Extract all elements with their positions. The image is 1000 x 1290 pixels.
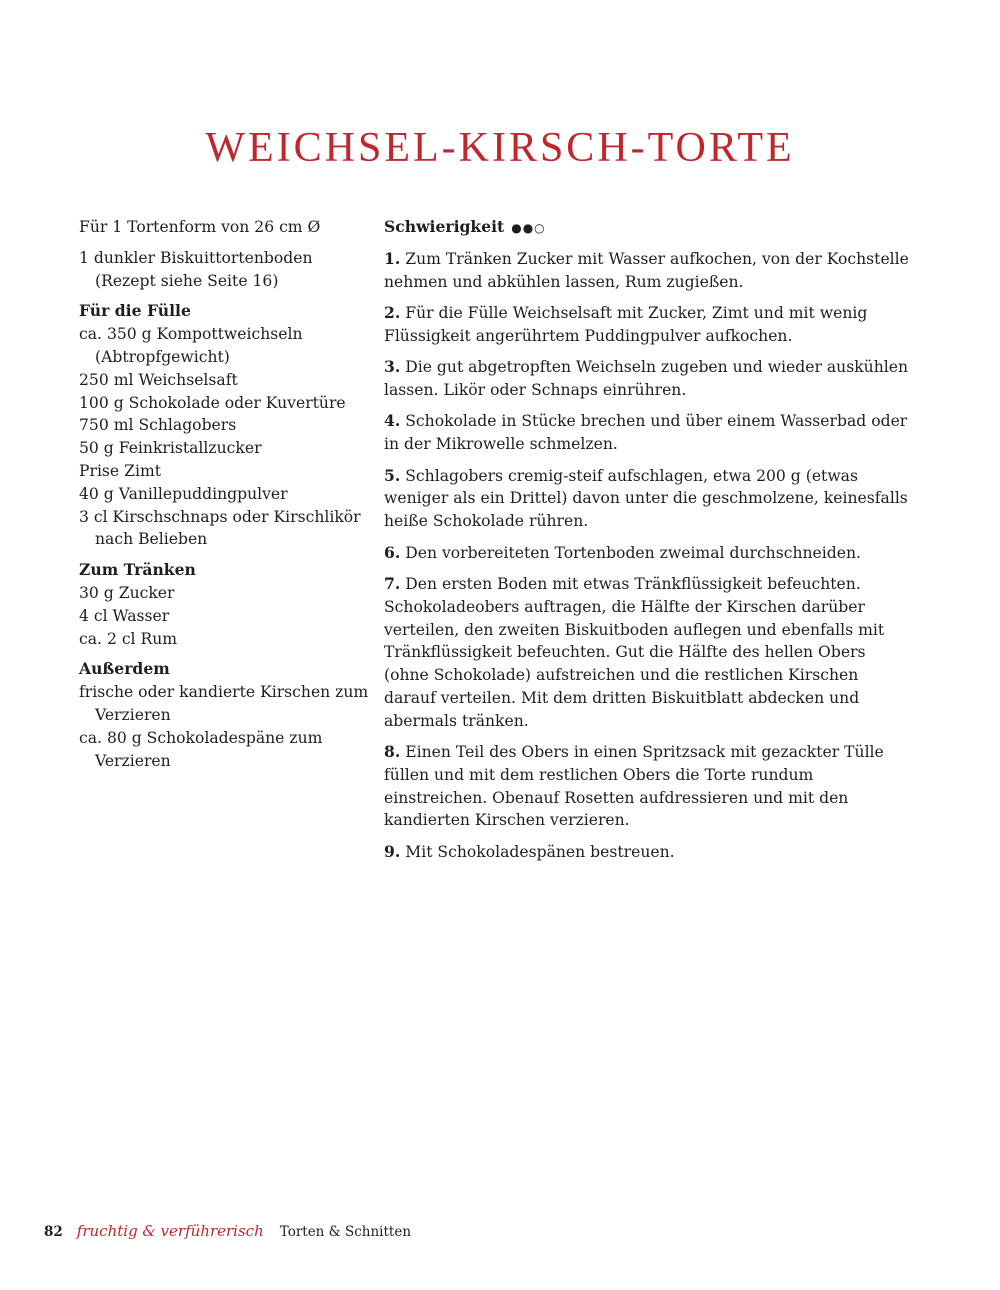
step-item	[384, 248, 914, 294]
step-number: 9.	[384, 841, 401, 861]
base-ingredients	[79, 247, 369, 293]
difficulty-rating	[384, 216, 914, 240]
serving-info: Für 1 Tortenform von 26 cm Ø	[79, 218, 321, 236]
step-number: 7.	[384, 573, 401, 593]
page-title: WEICHSEL-KIRSCH-TORTE	[205, 125, 795, 171]
ingredient-item: 3 cl Kirschschnaps oder Kirschlikör nach Belieben	[79, 507, 361, 549]
step-text: Schlagobers cremig-steif aufschlagen, etwa 200 g (etwas weniger als ein Drittel) davon unter die geschmolzene, keinesfalls heiße Schokolade rühren.	[384, 466, 908, 531]
step-number: 2.	[384, 302, 401, 322]
step-item	[384, 841, 914, 864]
step-text: Die gut abgetropften Weichseln zugeben und wieder auskühlen lassen. Likör oder Schnaps einrühren.	[384, 358, 909, 399]
page-footer	[44, 1222, 411, 1246]
step-text: Zum Tränken Zucker mit Wasser aufkochen, von der Kochstelle nehmen und abkühlen lassen, Rum zugießen.	[384, 249, 909, 291]
step-text: Den ersten Boden mit etwas Tränkflüssigkeit befeuchten. Schokoladeobers auftragen, die Hälfte der Kirschen darüber verteilen, den zweiten Biskuitboden auflegen und ebenfalls mit Tränkflüssigkeit befeuchten. Gut die Hälfte des hellen Obers (ohne Schokolade) aufstreichen und die restlichen Kirschen darauf verteilen. Mit dem dritten Biskuitblatt abdecken und abermals tränken.	[384, 574, 885, 730]
step-item	[384, 410, 914, 456]
difficulty-dots-icon: ●●○	[511, 221, 546, 235]
step-number: 8.	[384, 742, 401, 762]
section-name: Torten & Schnitten	[279, 1224, 412, 1240]
section-heading: Zum Tränken	[79, 560, 196, 580]
ingredient-item: 1 dunkler Biskuittortenboden (Rezept siehe Seite 16)	[79, 248, 313, 290]
step-text: Für die Fülle Weichselsaft mit Zucker, Zimt und mit wenig Flüssigkeit angerührtem Puddingpulver aufkochen.	[384, 303, 868, 345]
ingredient-item: frische oder kandierte Kirschen zum Verzieren	[79, 683, 369, 724]
step-item	[384, 741, 914, 832]
step-number: 6.	[384, 542, 401, 562]
ingredients-column	[79, 216, 369, 780]
page-number: 82	[44, 1224, 63, 1240]
step-text: Mit Schokoladespänen bestreuen.	[405, 842, 675, 861]
ingredient-item: 750 ml Schlagobers	[79, 416, 237, 435]
ingredient-item: 250 ml Weichselsaft	[79, 370, 238, 389]
step-item	[384, 573, 914, 733]
step-text: Einen Teil des Obers in einen Spritzsack mit gezackter Tülle füllen und mit dem restlichen Obers die Torte rundum einstreichen. Obenauf Rosetten aufdressieren und mit den kandierten Kirschen verzieren.	[384, 743, 884, 830]
ingredient-item: 30 g Zucker	[79, 583, 175, 602]
step-item	[384, 542, 914, 565]
series-title: fruchtig & verführerisch	[76, 1222, 264, 1240]
step-text: Den vorbereiteten Tortenboden zweimal durchschneiden.	[405, 543, 861, 562]
section-heading: Außerdem	[79, 659, 170, 679]
step-item	[384, 302, 914, 348]
ingredient-item: Prise Zimt	[79, 461, 161, 480]
section-heading: Für die Fülle	[79, 301, 191, 321]
ingredient-item: ca. 2 cl Rum	[79, 629, 178, 648]
ingredient-item: 4 cl Wasser	[79, 606, 170, 625]
ingredient-item: 50 g Feinkristallzucker	[79, 439, 262, 458]
step-text: Schokolade in Stücke brechen und über einem Wasserbad oder in der Mikrowelle schmelzen.	[384, 412, 908, 454]
ingredient-item: ca. 80 g Schokoladespäne zum Verzieren	[79, 728, 323, 770]
ingredient-item: 100 g Schokolade oder Kuvertüre	[79, 393, 346, 412]
section-extras	[79, 658, 369, 772]
step-item	[384, 465, 914, 533]
step-number: 1.	[384, 248, 401, 268]
ingredient-item: 40 g Vanillepuddingpulver	[79, 484, 288, 503]
difficulty-label: Schwierigkeit	[384, 217, 505, 236]
step-item	[384, 356, 914, 402]
section-soaking	[79, 559, 369, 650]
step-number: 4.	[384, 411, 401, 431]
section-filling	[79, 300, 369, 551]
step-number: 5.	[384, 465, 401, 485]
ingredient-item: ca. 350 g Kompottweichseln (Abtropfgewicht)	[79, 325, 303, 366]
instructions-column	[384, 216, 914, 872]
step-number: 3.	[384, 357, 401, 377]
